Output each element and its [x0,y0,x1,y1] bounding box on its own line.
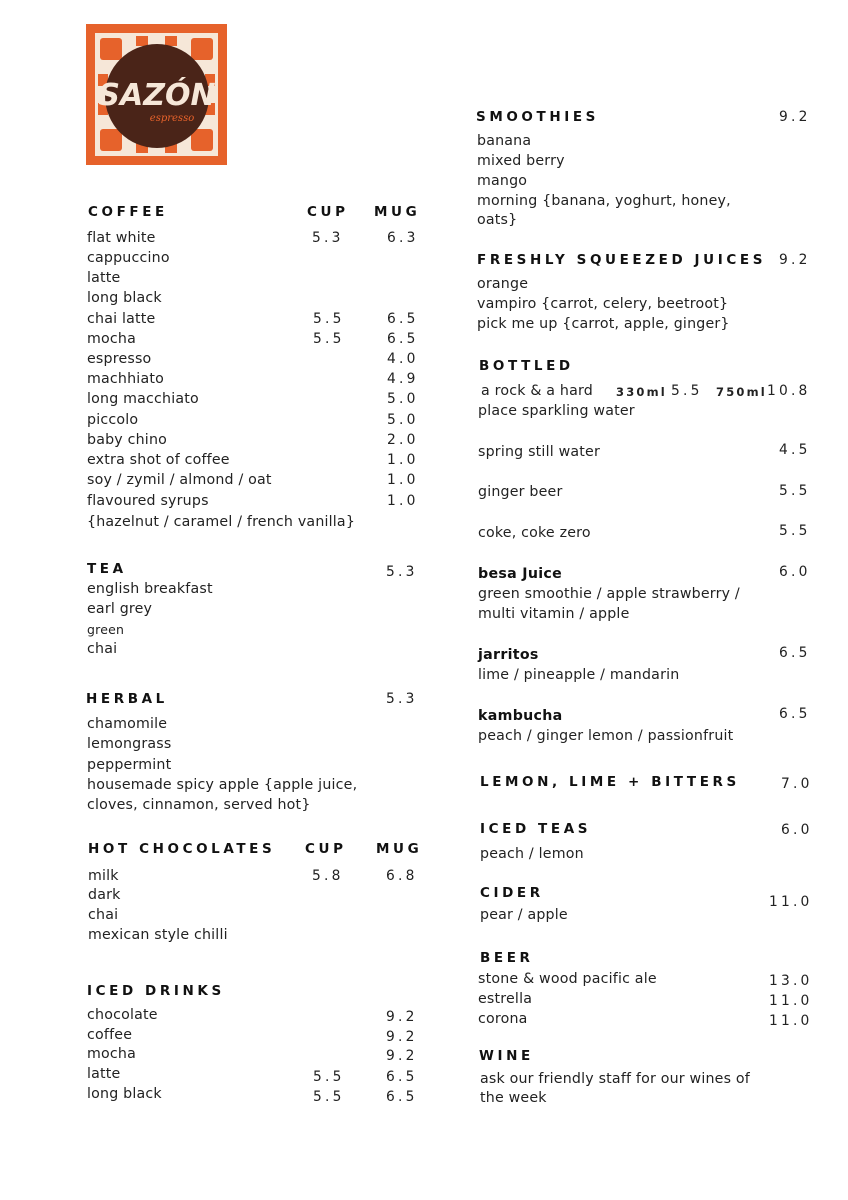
menu-item: english breakfast [87,581,213,597]
menu-item: stone & wood pacific ale [478,971,657,987]
price: 6.0 [779,564,811,580]
menu-item: mocha [87,1046,136,1062]
menu-item: flavoured syrups [87,493,209,509]
size-label: 330ml [616,385,667,399]
menu-item: chai latte [87,311,156,327]
price: 9.2 [779,109,811,125]
menu-item: estrella [478,991,533,1007]
menu-item: a rock & a hard [481,383,593,399]
menu-item: extra shot of coffee [87,452,230,468]
menu-item: chamomile [87,716,168,732]
menu-item: the week [480,1090,547,1106]
price: 6.5 [387,331,419,347]
price: 5.5 [313,311,345,327]
besa-juice-title: besa Juice [478,566,563,582]
price: 5.5 [313,1089,345,1105]
menu-item: cloves, cinnamon, served hot} [87,797,311,813]
menu-item: ginger beer [478,484,563,500]
smoothies-heading: SMOOTHIES [476,109,599,125]
menu-item: pick me up {carrot, apple, ginger} [477,316,730,332]
menu-item: cappuccino [87,250,170,266]
price: 6.0 [781,822,813,838]
menu-item: chai [87,641,118,657]
menu-item: baby chino [87,432,168,448]
menu-item: espresso [87,351,152,367]
price: 9.2 [386,1009,418,1025]
menu-item: milk [88,868,119,884]
menu-item: soy / zymil / almond / oat [87,472,272,488]
price: 6.8 [386,868,418,884]
price: 5.5 [671,383,703,399]
menu-item: peach / ginger lemon / passionfruit [478,728,734,744]
menu-item: lemongrass [87,736,172,752]
price: 5.5 [779,483,811,499]
menu-item-note: {hazelnut / caramel / french vanilla} [87,514,356,530]
logo-brand: SAZÓN [98,78,216,113]
price: 1.0 [387,493,419,509]
menu-item: oats} [477,212,518,228]
menu-item: flat white [87,230,156,246]
menu-item: chai [88,907,119,923]
coffee-mug-heading: MUG [374,204,421,220]
menu-item: latte [87,270,121,286]
menu-item: machhiato [87,371,164,387]
menu-item: morning {banana, yoghurt, honey, [477,193,731,209]
price: 6.5 [386,1069,418,1085]
menu-item: mocha [87,331,136,347]
menu-item: long black [87,290,162,306]
menu-item: vampiro {carrot, celery, beetroot} [477,296,729,312]
menu-item: coffee [87,1027,133,1043]
menu-item: orange [477,276,529,292]
menu-item: multi vitamin / apple [478,606,630,622]
hot-chocolates-cup-heading: CUP [305,841,347,857]
menu-item: long macchiato [87,391,199,407]
price: 11.0 [769,993,813,1009]
price: 11.0 [769,894,813,910]
menu-item: latte [87,1066,121,1082]
jarritos-title: jarritos [478,647,539,663]
coffee-heading: COFFEE [88,204,168,220]
size-label: 750ml [716,385,767,399]
price: 5.3 [386,564,418,580]
price: 9.2 [779,252,811,268]
price: 9.2 [386,1029,418,1045]
iced-drinks-heading: ICED DRINKS [87,983,225,999]
price: 11.0 [769,1013,813,1029]
price: 13.0 [769,973,813,989]
menu-item: spring still water [478,444,600,460]
menu-item: coke, coke zero [478,525,591,541]
kambucha-title: kambucha [478,708,563,724]
menu-item: mango [477,173,528,189]
price: 10.8 [767,383,811,399]
hot-chocolates-heading: HOT CHOCOLATES [88,841,276,857]
menu-item: pear / apple [480,907,568,923]
menu-item: banana [477,133,532,149]
price: 5.5 [779,523,811,539]
beer-heading: BEER [480,950,534,966]
menu-item: peach / lemon [480,846,584,862]
menu-item: peppermint [87,757,172,773]
menu-item: mexican style chilli [88,927,228,943]
price: 6.5 [779,706,811,722]
price: 5.0 [387,391,419,407]
coffee-cup-heading: CUP [307,204,349,220]
price: 5.5 [313,1069,345,1085]
menu-item: dark [88,887,121,903]
price: 5.3 [312,230,344,246]
price: 4.9 [387,371,419,387]
tea-heading: TEA [87,561,127,577]
menu-item: green smoothie / apple strawberry / [478,586,740,602]
price: 7.0 [781,776,813,792]
menu-item: long black [87,1086,162,1102]
price: 9.2 [386,1048,418,1064]
menu-item: lime / pineapple / mandarin [478,667,680,683]
price: 4.0 [387,351,419,367]
sazon-logo [86,24,227,165]
price: 2.0 [387,432,419,448]
price: 5.8 [312,868,344,884]
menu-item: chocolate [87,1007,158,1023]
menu-item: ask our friendly staff for our wines of [480,1071,750,1087]
wine-heading: WINE [479,1048,534,1064]
menu-item: place sparkling water [478,403,635,419]
price: 5.3 [386,691,418,707]
llb-heading: LEMON, LIME + BITTERS [480,774,740,790]
price: 6.3 [387,230,419,246]
juices-heading: FRESHLY SQUEEZED JUICES [477,252,767,268]
menu-item: green [87,622,125,637]
price: 1.0 [387,472,419,488]
price: 6.5 [387,311,419,327]
price: 6.5 [779,645,811,661]
price: 5.0 [387,412,419,428]
logo-tagline: espresso [149,113,195,124]
menu-item: mixed berry [477,153,565,169]
menu-item: piccolo [87,412,139,428]
price: 5.5 [313,331,345,347]
price: 6.5 [386,1089,418,1105]
hot-chocolates-mug-heading: MUG [376,841,423,857]
herbal-heading: HERBAL [86,691,168,707]
price: 4.5 [779,442,811,458]
menu-item: housemade spicy apple {apple juice, [87,777,358,793]
iced-teas-heading: ICED TEAS [480,821,592,837]
cider-heading: CIDER [480,885,544,901]
price: 1.0 [387,452,419,468]
menu-item: earl grey [87,601,153,617]
menu-item: corona [478,1011,528,1027]
bottled-heading: BOTTLED [479,358,574,374]
